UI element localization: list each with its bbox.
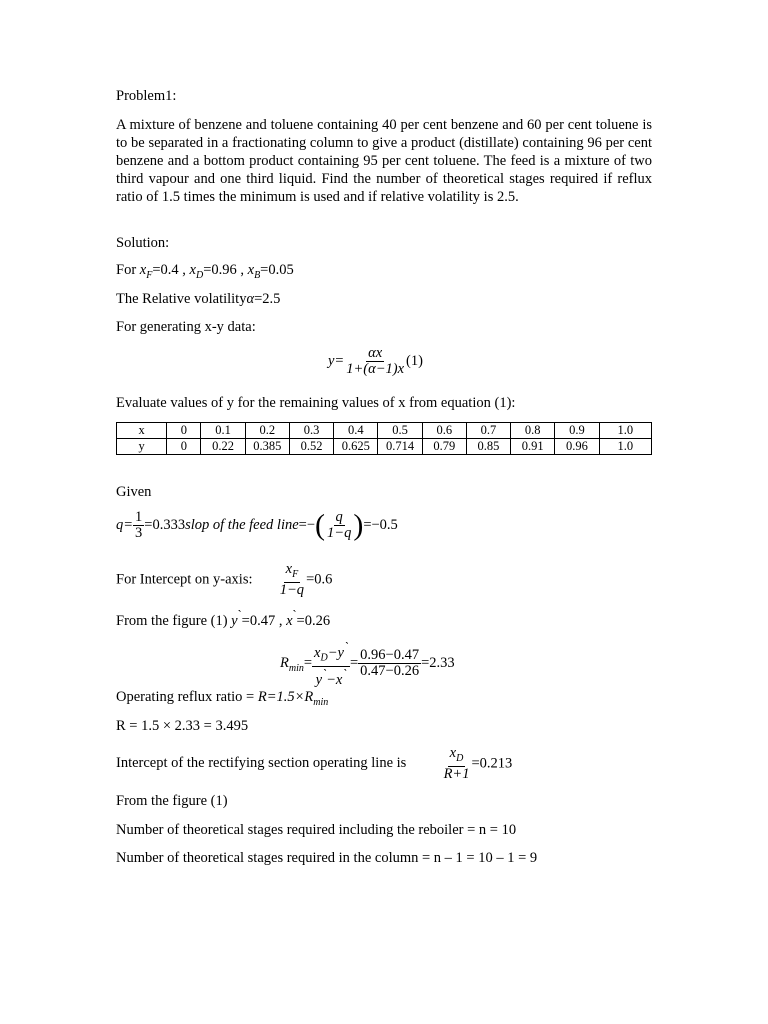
- relative-volatility-line: The Relative volatilityα=2.5: [116, 291, 281, 307]
- xd-value: =0.96 ,: [203, 262, 244, 278]
- xf-value: =0.4 ,: [152, 262, 186, 278]
- table-cell: 0.4: [334, 423, 378, 439]
- table-cell: 0.96: [555, 439, 599, 455]
- rmin-den-values: 0.47−0.26: [360, 663, 420, 680]
- table-row-x: [117, 423, 652, 439]
- eq1-lhs: y=: [328, 352, 345, 369]
- table-cell: 0.8: [511, 423, 555, 439]
- rmin-den-y: y: [315, 671, 323, 688]
- intercept-line: For Intercept on y-axis: $\frac{x_F}{1-q}$ =0.6: [116, 561, 333, 598]
- rv-label: The Relative volatility: [116, 291, 247, 307]
- rmin-value: =2.33: [421, 655, 455, 672]
- table-cell: 0.7: [466, 423, 510, 439]
- intercept-numerator: x: [285, 561, 293, 577]
- xy-data-table: [116, 422, 652, 455]
- table-cell: 0.9: [555, 423, 599, 439]
- slope-numerator: q: [335, 509, 343, 525]
- table-cell: 0.625: [334, 439, 378, 455]
- table-cell: 0.2: [245, 423, 289, 439]
- rectifying-label: Intercept of the rectifying section operating line is: [116, 755, 407, 772]
- table-cell: 0.22: [201, 439, 245, 455]
- eq1-numerator: αx: [368, 345, 383, 361]
- slope-denominator: 1−q: [327, 525, 352, 541]
- intercept-value: =0.6: [306, 571, 333, 588]
- q-equation: q= $\frac{1}{3}$ =0.333slop of the feed line=−( $\frac{q}{1-q}$ )=−0.5: [116, 508, 398, 542]
- slope-eq: =−: [298, 516, 316, 533]
- xb-value: =0.05: [260, 262, 294, 278]
- operating-reflux-line: Operating reflux ratio = $R=1.5\times R_{min}$: [116, 689, 329, 708]
- rmin-num-x: x: [314, 644, 321, 661]
- table-cell: 0.5: [378, 423, 422, 439]
- table-cell: 0.91: [511, 439, 555, 455]
- stages-including-reboiler: Number of theoretical stages required including the reboiler = n = 10: [116, 822, 517, 838]
- table-cell: 0.52: [289, 439, 333, 455]
- rmin-num-rest: −y: [327, 644, 344, 661]
- rect-numerator: x: [449, 745, 457, 761]
- rect-value: =0.213: [471, 755, 513, 772]
- problem-statement-block: [116, 116, 652, 206]
- for-label: For: [116, 262, 137, 278]
- table-cell: 0: [167, 423, 201, 439]
- x-prime: x: [286, 612, 293, 629]
- stages-in-column: Number of theoretical stages required in the column = n – 1 = 10 – 1 = 9: [116, 850, 538, 866]
- q-lhs: q=: [116, 516, 134, 533]
- table-cell: 0.385: [245, 439, 289, 455]
- rmin-equation: $R_{min}=$ $\frac{x_D-y^`}{y^`-x^`}$ = $\frac{0.96-0.47}{0.47-0.26}$ =2.33: [280, 640, 455, 688]
- table-row-label: x: [117, 423, 167, 439]
- slope-value: =−0.5: [363, 516, 398, 533]
- table-cell: 0.6: [422, 423, 466, 439]
- table-cell: 0.85: [466, 439, 510, 455]
- table-cell: 1.0: [599, 423, 651, 439]
- q-value: =0.333: [144, 516, 186, 533]
- rmin-den-rest: −x: [326, 671, 343, 688]
- rv-value: =2.5: [254, 291, 281, 307]
- evaluate-text: Evaluate values of y for the remaining values of x from equation (1):: [116, 395, 516, 411]
- generating-text: For generating x-y data:: [116, 319, 256, 335]
- rect-denominator: R+1: [443, 765, 470, 782]
- solution-heading: Solution:: [116, 235, 170, 251]
- table-cell: 0.79: [422, 439, 466, 455]
- table-cell: 0.714: [378, 439, 422, 455]
- eq1-tag: (1): [406, 352, 423, 369]
- operating-reflux-label: Operating reflux ratio =: [116, 689, 255, 705]
- table-cell: 0: [167, 439, 201, 455]
- table-row-y: [117, 439, 652, 455]
- given-label: Given: [116, 484, 152, 500]
- figure-text: From the figure (1): [116, 612, 228, 629]
- eq1-denominator: 1+(α−1)x: [346, 361, 405, 377]
- problem-statement: A mixture of benzene and toluene containing 40 per cent benzene and 60 per cent toluene is to be separated in a fractionating column to give a product (distillate) containing 96 per cent benzene and a bottom product containing 95 per cent toluene. The feed is a mixture of two third vapour and one third liquid. Find the number of theoretical stages required if reflux ratio of 1.5 times the minimum is used and if relative volatility is 2.5.: [116, 117, 652, 206]
- rmin-sub: min: [288, 662, 304, 674]
- table-row-label: y: [117, 439, 167, 455]
- y-prime: y: [231, 612, 238, 629]
- equation-1: [328, 346, 423, 377]
- table-cell: 0.3: [289, 423, 333, 439]
- r-calculation: R = 1.5 × 2.33 = 3.495: [116, 718, 249, 734]
- q-frac-num: 1: [135, 509, 143, 525]
- rmin-num-values: 0.96−0.47: [360, 647, 420, 664]
- figure-values-line: From the figure (1) y`=0.47 , x`=0.26: [116, 608, 331, 629]
- rectifying-intercept-line: Intercept of the rectifying section operating line is $\frac{x_D}{R+1}$ =0.213: [116, 745, 513, 782]
- x-prime-value: =0.26: [296, 612, 331, 629]
- operating-reflux-eq: R=1.5×: [257, 689, 305, 705]
- problem-title: Problem1:: [116, 88, 177, 104]
- q-frac-den: 3: [135, 525, 143, 541]
- intercept-denominator: 1−q: [279, 581, 305, 598]
- figure-ref-2: From the figure (1): [116, 793, 228, 809]
- table-cell: 1.0: [599, 439, 651, 455]
- rmin-symbol: R: [280, 655, 289, 672]
- intercept-label: For Intercept on y-axis:: [116, 571, 253, 588]
- y-prime-value: =0.47 ,: [241, 612, 283, 629]
- slope-label: slop of the feed line: [185, 516, 299, 533]
- composition-line: For $x_F=0.4$ , $x_D=0.96$ , $x_B=0.05$: [116, 262, 294, 281]
- table-cell: 0.1: [201, 423, 245, 439]
